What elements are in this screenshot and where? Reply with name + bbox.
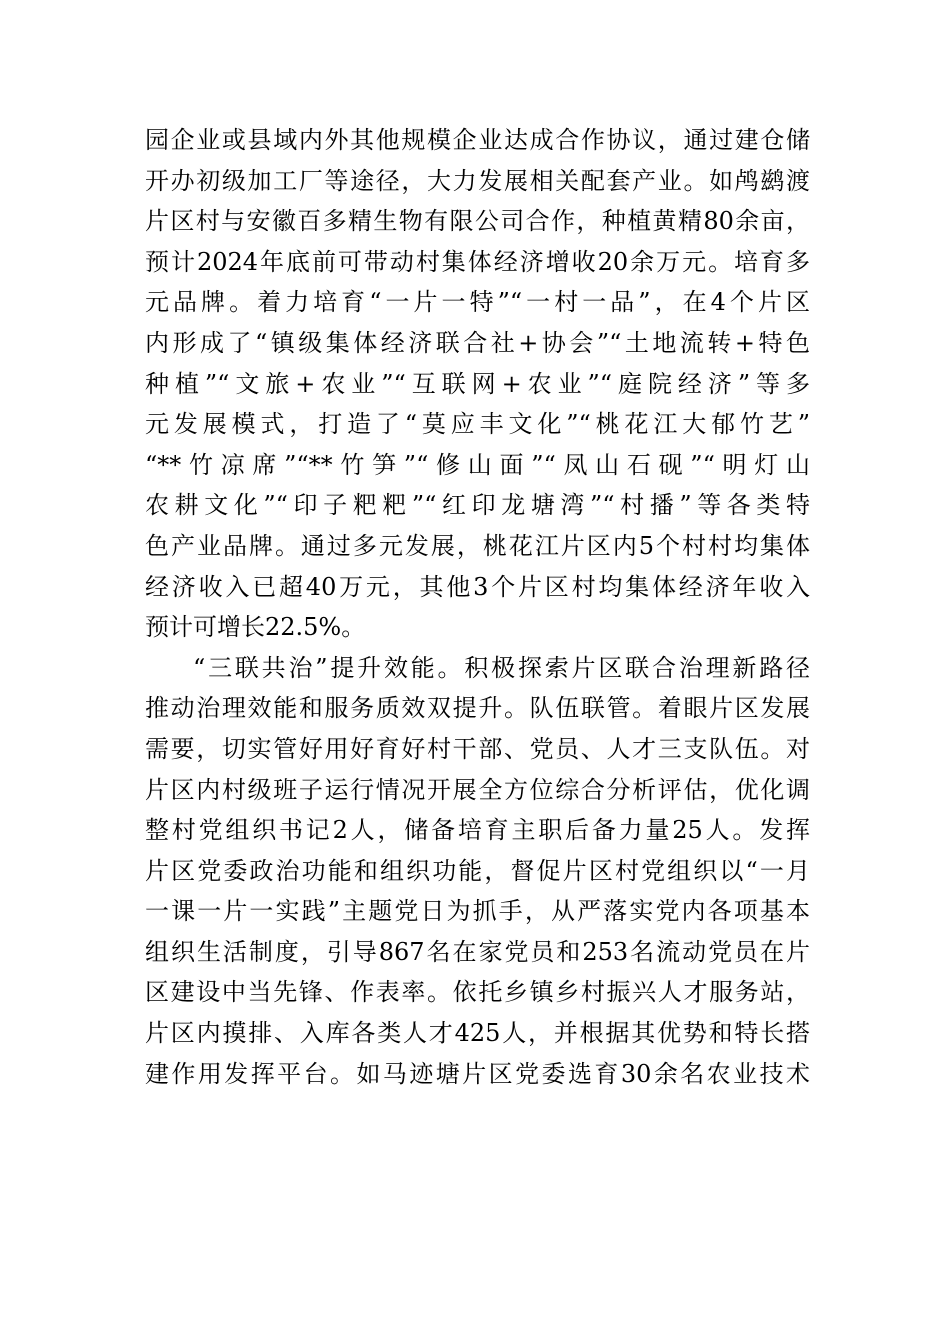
text-line: 区建设中当先锋、作表率。依托乡镇乡村振兴人才服务站，: [145, 978, 810, 1007]
text-line: 片区内村级班子运行情况开展全方位综合分析评估，优化调: [145, 775, 810, 804]
text-line: 片区党委政治功能和组织功能，督促片区村党组织以“一月: [145, 856, 810, 885]
text-line: 农耕文化”“印子粑粑”“红印龙塘湾”“村播”等各类特: [145, 491, 810, 520]
text-line: 园企业或县域内外其他规模企业达成合作协议，通过建仓储: [145, 126, 810, 154]
text-line: 一课一片一实践”主题党日为抓手，从严落实党内各项基本: [145, 897, 810, 926]
text-line: 需要，切实管好用好育好村干部、党员、人才三支队伍。对: [145, 734, 810, 763]
text-line: 整村党组织书记2人，储备培育主职后备力量25人。发挥: [145, 816, 810, 845]
paragraph-first-line: “三联共治”提升效能。积极探索片区联合治理新路径: [193, 653, 810, 682]
text-line: 内形成了“镇级集体经济联合社+协会”“土地流转+特色: [145, 328, 810, 357]
text-line: 组织生活制度，引导867名在家党员和253名流动党员在片: [145, 937, 810, 966]
text-line: “**竹凉席”“**竹笋”“修山面”“凤山石砚”“明灯山: [145, 450, 810, 479]
text-line: 种植”“文旅+农业”“互联网+农业”“庭院经济”等多: [145, 369, 810, 398]
text-line: 建作用发挥平台。如马迹塘片区党委选育30余名农业技术: [145, 1059, 810, 1088]
text-line: 片区村与安徽百多精生物有限公司合作，种植黄精80余亩，: [145, 207, 810, 236]
text-line: 预计可增长22.5%。: [145, 613, 366, 642]
text-line: 经济收入已超40万元，其他3个片区村均集体经济年收入: [145, 572, 810, 601]
text-line: 片区内摸排、入库各类人才425人，并根据其优势和特长搭: [145, 1019, 810, 1048]
text-line: 元品牌。着力培育“一片一特”“一村一品”，在4个片区: [145, 288, 810, 317]
text-line: 元发展模式，打造了“莫应丰文化”“桃花江大郁竹艺”: [145, 410, 810, 439]
text-line: 色产业品牌。通过多元发展，桃花江片区内5个村村均集体: [145, 531, 810, 560]
body-text: [145, 120, 810, 1094]
text-line: 预计2024年底前可带动村集体经济增收20余万元。培育多: [145, 247, 810, 276]
text-line: 推动治理效能和服务质效双提升。队伍联管。着眼片区发展: [145, 694, 810, 723]
text-line: 开办初级加工厂等途径，大力发展相关配套产业。如鸬鹚渡: [145, 166, 810, 195]
